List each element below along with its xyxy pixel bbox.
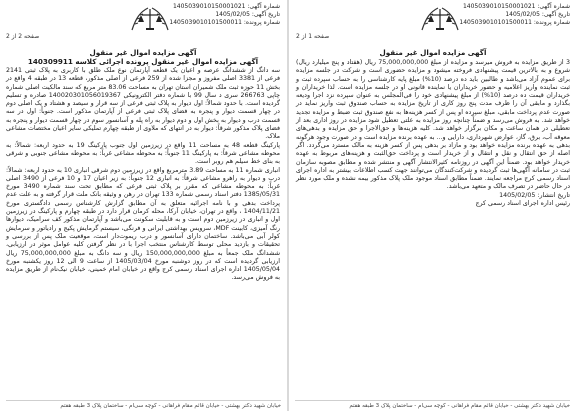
- page-footer: خیابان شهید دکتر بهشتی - خیابان قائم مقام فراهانی - کوچه سی‌ام - ساختمان پلاک 3 طبقه هفتم: [295, 400, 570, 409]
- notice-id: شماره آگهی: 1405039010150001021: [172, 3, 280, 10]
- notice-subtitle: آگهی مزایده اموال غیر منقول پرونده اجرائی کلاسه 140309911: [27, 57, 259, 66]
- notice-page-2: [0, 0, 287, 411]
- notice-body: سه دانگ از ششدانگ عرصه و اعیان یک قطعه آپارتمان نوع ملک طلق با کاربری به پلاک ثبتی 2141 فرعی از 3381 اصلی مفروز و مجزا شده از 259 فرعی از اصلی مذکور، قطعه 13 در طبقه 4 واقع در بخش 11 حوزه ثبت ملک شمیران استان تهران به مساحت 83.06 متر مربع که سند مالکیت اصلی شماره چاپی 266763 سری د سال 99 با شماره دفتر الکترونیکی 140020301056019367 صادره و تسلیم گردیده است. با حدود شمالاً: اول دیوار به پلاک ثبتی فرعی از سه قرار و سیصد و هشتاد و یک اصلی دوم در چهار قسمت دیوار و پنجره به فضای پلاک ثبتی فرعی از آپارتمان مذکور است. جنوباً: اول در سه قسمت درب و دیوار به بخش اول و دوم دیوار به راه پله و آسانسور سوم در چهار قسمت دیوار و پنجره به فضای پلاک مذکور شرقاً: دیوار به در انتهای که ملاوی از طبقه چهارم تملیکی سایر اعیان مختصات مشاعی ملاک. پارکینگ قطعه 48 به مساحت 11 واقع در زیرزمین اول جنوب پارکینگ 19 به حدود اربعه: شمالاً: به محوطه مشاعی شرقاً: به پارکینگ 11 جنوباً: به محوطه مشاعی غرباً: به محوطه مشاعی جنوبی و شرقی به بنای خط سیلم هم روبر است. انباری شماره 11 به مساحت 3.89 مترمربع واقع در زیرزمین دوم شرقی انباری 10 به حدود اربعه: شمالاً: درب و دیوار به راهرو مشاعی شرقاً: به انباری 12 جنوباً: به زیر اعیان 17 و 10 فرعی از 3490 اصلی غرباً: به محوطه مشاعی که مقرر بر پلاک ثبتی فرعی که مطابق تحت سند شماره 3490 مورخ 1385/05/31 دفتر اسناد رسمی شماره 133 تهران در رهن و وثیقه بانک ملت قرار گرفته و به علت عدم پرداخت بدهی و با نامه اجرائیه متعلق به آن مطابق گزارش کارشناس رسمی دادگستری مورخ 1404/11/21 ، واقع در تهران، خیابان آرکا، محله کرمان قرار دارد در طبقه چهارم و پارکینگ در زیرزمین اول و انباری در زیرزمین دوم است و به قابلیت سکونت می‌باشد و آپارتمان مذکور کف سرامیک، دیوارها رنگ آمیزی، کابینت MDF، سرویس بهداشتی ایرانی و فرنگی، سیستم گرمایش پکیج و رادیاتور و سرمایش کولر آبی می‌باشد. ساختمان دارای آسانسور و درب ریموت‌دار است، موقعیت ملک پس از بررسی و تحقیقات و بازدید محلی توسط کارشناس منتخب اجرا با در نظر گرفتن کلیه عوامل موثر در ارزیابی، ششدانگ ملک جمعاً به مبلغ 150,000,000,000 ریال و سه دانگ به مبلغ 75,000,000,000 ریال ارزیابی گردیده است که در روز دوشنبه مورخ 1405/03/04 از ساعت 9 الی 12 روز یکشنبه مورخ 1405/05/04 اداره اجرای اسناد رسمی کرج واقع در خیابان امام خمینی، خیابان نیک‌نام از طریق مزایده به فروش می‌رسد.: [6, 67, 281, 282]
- notice-title: آگهی مزایده اموال غیر منقول: [379, 48, 487, 57]
- judiciary-scales-emblem-icon: [126, 4, 174, 34]
- notice-meta: [169, 3, 280, 27]
- case-number: شماره پرونده: 1405039010101500011: [169, 19, 280, 26]
- notice-body: 3 از طریق مزایده به فروش میرسد و مزایده از مبلغ 75,000,000,000 ریال (هفتاد و پنج میلیارد ریال) شروع و به بالاترین قیمت پیشنهادی فروخته میشود و مزایده حضوری است و شرکت در جلسه مزایده برای عموم آزاد می‌باشد و طالبین باید ده درصد (10%) مبلغ پایه کارشناسی را به حساب سپرده ثبت و ثبت نماینده واریز اعلامیه و حضور خریداران یا نماینده قانونی او در جلسه مزایده است. لذا خریداران و خریداران قیمت ده درصد (10%) از مبلغ پیشنهادی خود را فی‌المجلس به عنوان سپرده نزد اجرا ودیعه بگذارد و مابقی آن را ظرف مدت پنج روز کاری از تاریخ مزایده به حساب صندوق ثبت واریز نماید در صورت عدم پرداخت مابقی، مبلغ سپرده او پس از کسر هزینه‌ها به نفع صندوق ثبت ضبط و مزایده تجدید خواهد شد. به فروش می‌رسد و ضمناً چنانچه روز مزایده به علتی تعطیل شود مزایده در روز اداری بعد از تعطیلی در همان ساعت و مکان برگزار خواهد شد. کلیه هزینه‌ها و حق‌الاجرا و حق مزایده و بدهی‌های معوقه آب، برق، گاز، عوارض شهرداری، دارایی و... به عهده برنده مزایده است و در صورت وجود هرگونه بدهی به عهده برنده مزایده خواهد بود و مازاد بر بدهی پس از کسر هزینه به مالک مسترد می‌گردد. اگر اصله از حق انتقال و نقل و انتقال و از خریدار است و پرداخت حق‌الثبت و هزینه‌های مربوط به عهده خریدار خواهد بود. ضمناً این آگهی در روزنامه کثیرالانتشار آگهی و منتشر شده و مطابق مصوبه سازمان ثبت در سامانه آگهی‌ها ثبت گردیده و شرکت‌کنندگان می‌توانند جهت کسب اطلاعات بیشتر به اداره اجرای اسناد رسمی کرج مراجعه نمایند. ضمناً مطابق اسناد موجود ملک پلاک مذکور بیمه نشده و ملک مورد نظر در حال حاضر در تصرف مالک و متعهد می‌باشد. تاریخ انتشار: 1405/02/05 رئیس اداره اجرای اسناد رسمی کرج: [296, 59, 570, 208]
- notice-id: شماره آگهی: 1405039010150001021: [462, 3, 570, 10]
- notice-title: آگهی مزایده اموال غیر منقول: [89, 48, 197, 57]
- page-number: صفحه 1 از 2: [296, 33, 330, 40]
- notice-meta: [459, 3, 570, 27]
- notice-date: تاریخ آگهی: 1405/02/05: [215, 11, 280, 18]
- page-header: [6, 0, 280, 48]
- case-number: شماره پرونده: 1405039010101500011: [459, 19, 570, 26]
- notice-date: تاریخ آگهی: 1405/02/05: [505, 11, 570, 18]
- page-header: [296, 0, 570, 48]
- judiciary-scales-emblem-icon: [416, 4, 464, 34]
- page-footer: خیابان شهید دکتر بهشتی - خیابان قائم مقام فراهانی - کوچه سی‌ام - ساختمان پلاک 3 طبقه هفتم: [6, 400, 281, 409]
- page-number: صفحه 2 از 2: [6, 33, 40, 40]
- notice-page-1: [289, 0, 576, 411]
